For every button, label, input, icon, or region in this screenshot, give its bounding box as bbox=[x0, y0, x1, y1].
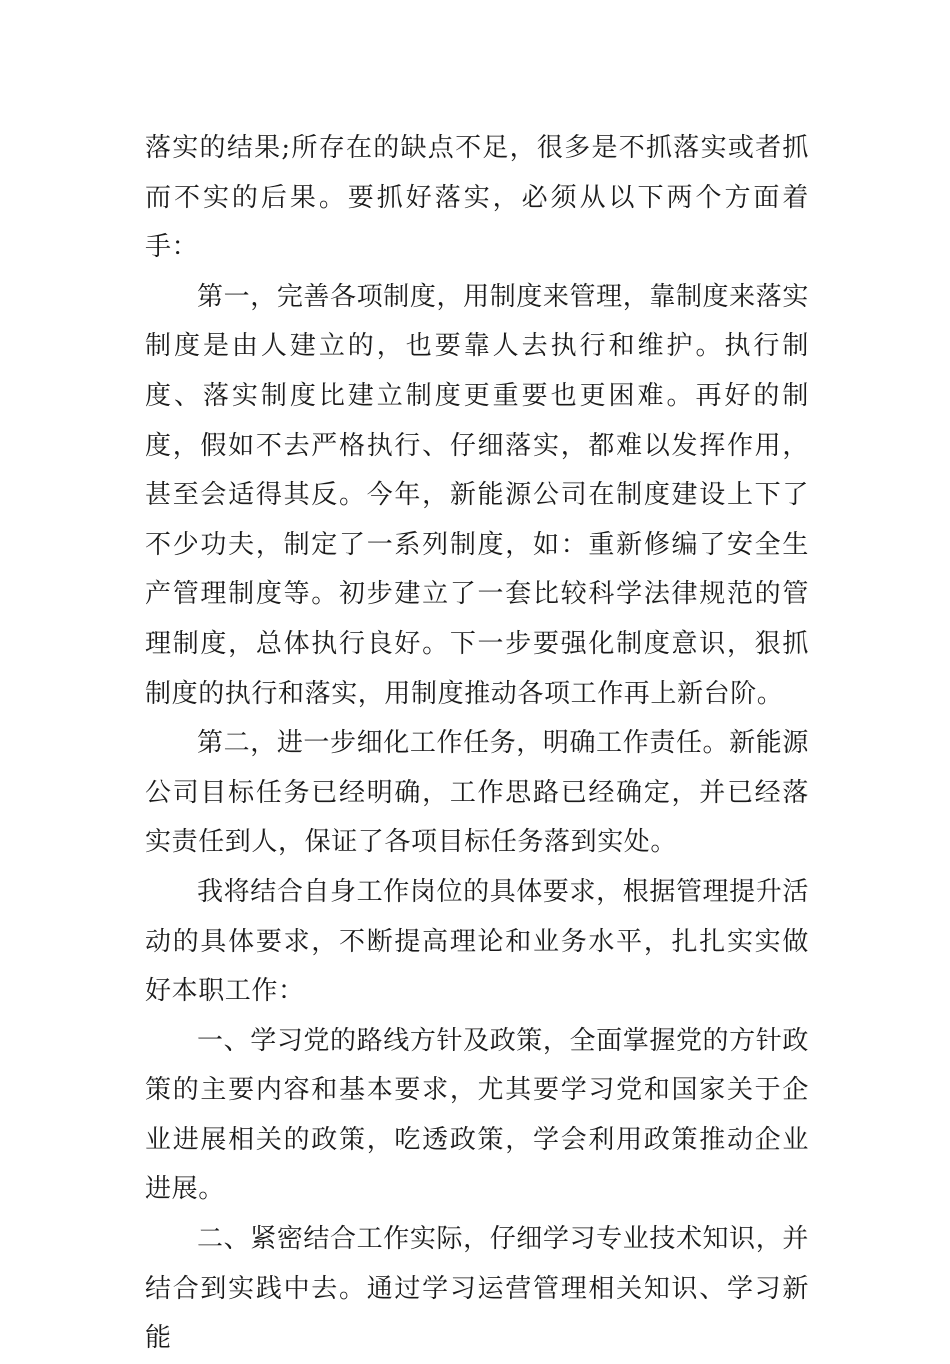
paragraph-commitment: 我将结合自身工作岗位的具体要求，根据管理提升活动的具体要求，不断提高理论和业务水平，扎扎实实做好本职工作： bbox=[145, 876, 809, 1007]
document-body bbox=[145, 124, 809, 1364]
paragraph-first-point: 第一，完善各项制度，用制度来管理，靠制度来落实制度是由人建立的，也要靠人去执行和维护。执行制度、落实制度比建立制度更重要也更困难。再好的制度，假如不去严格执行、仔细落实，都难以发挥作用，甚至会适得其反。今年，新能源公司在制度建设上下了不少功夫，制定了一系列制度，如：重新修编了安全生产管理制度等。初步建立了一套比较科学法律规范的管理制度，总体执行良好。下一步要强化制度意识，狠抓制度的执行和落实，用制度推动各项工作再上新台阶。 bbox=[145, 281, 809, 709]
paragraph-second-point: 第二，进一步细化工作任务，明确工作责任。新能源公司目标任务已经明确，工作思路已经确定，并已经落实责任到人，保证了各项目标任务落到实处。 bbox=[145, 728, 809, 858]
paragraph-continuation: 落实的结果;所存在的缺点不足，很多是不抓落实或者抓而不实的后果。要抓好落实，必须从以下两个方面着手： bbox=[145, 133, 809, 263]
paragraph-item-two: 二、紧密结合工作实际，仔细学习专业技术知识，并结合到实践中去。通过学习运营管理相关知识、学习新能 bbox=[145, 1224, 809, 1354]
paragraph-item-one: 一、学习党的路线方针及政策，全面掌握党的方针政策的主要内容和基本要求，尤其要学习党和国家关于企业进展相关的政策，吃透政策，学会利用政策推动企业进展。 bbox=[145, 1025, 809, 1205]
